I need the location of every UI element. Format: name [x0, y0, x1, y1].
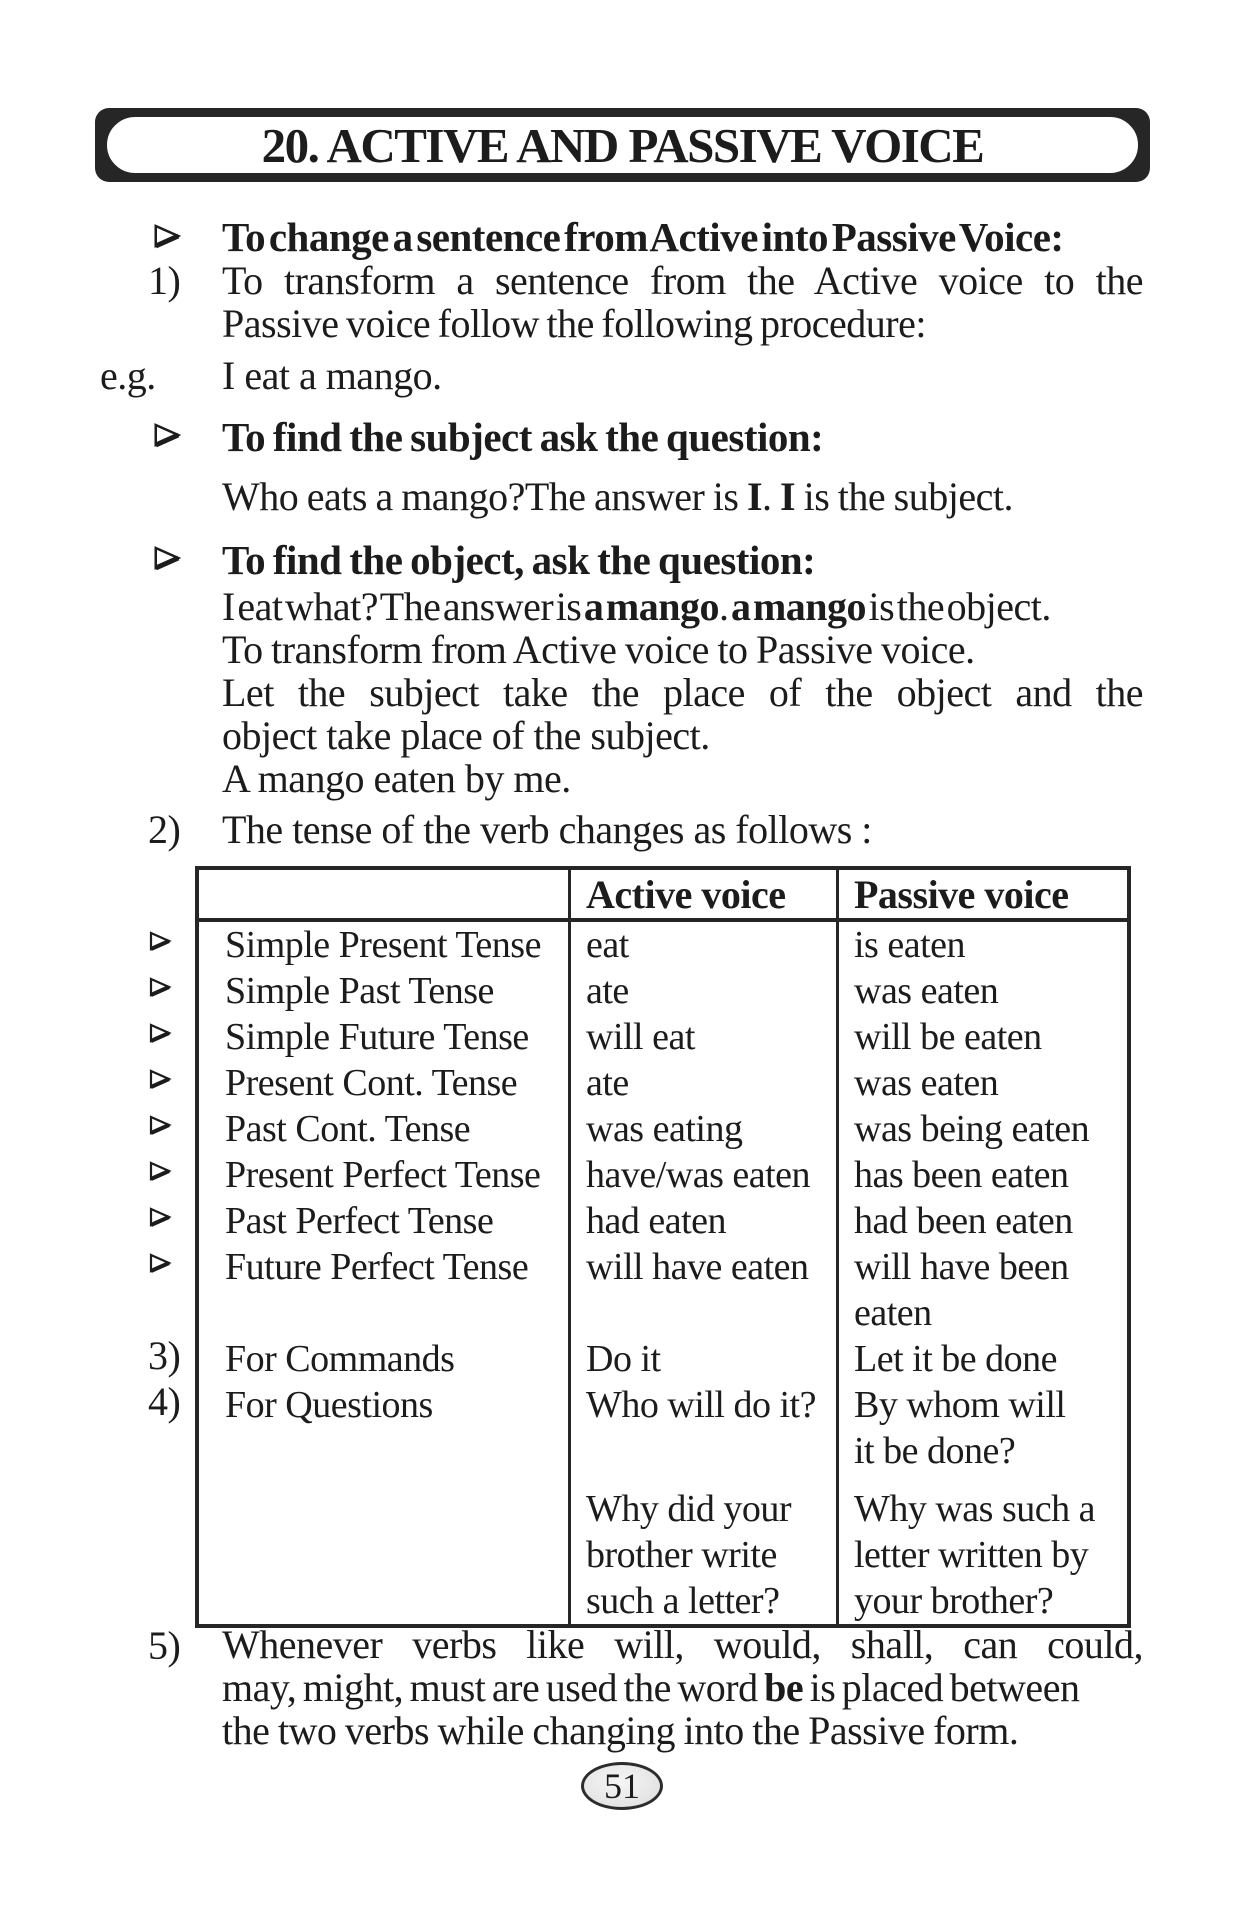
table-cell: Let it be done	[854, 1338, 1057, 1380]
object-line2: To transform from Active voice to Passive voice.	[222, 627, 975, 672]
table-cell: ate	[586, 1062, 629, 1104]
table-cell: Who will do it?	[586, 1384, 816, 1426]
item1-line1: To transform a sentence from the Active voice to the	[222, 258, 1143, 303]
table-cell: it be done?	[854, 1430, 1016, 1472]
table-cell: For Questions	[225, 1384, 433, 1426]
table-cell	[199, 1290, 568, 1336]
table-header-active: Active voice	[568, 870, 836, 918]
table-cell: letter written by	[854, 1534, 1089, 1576]
subject-line-post: is the subject.	[795, 474, 1013, 519]
table-cell: Simple Past Tense	[225, 970, 494, 1012]
table-cell: will have eaten	[586, 1246, 809, 1288]
chapter-banner-inner	[104, 114, 1141, 176]
arrow-bullet-icon	[148, 964, 194, 1010]
object-line1-post: is the object.	[866, 584, 1051, 629]
table-cell: brother write	[586, 1534, 777, 1576]
tense-table	[195, 866, 1131, 1628]
table-cell: ate	[586, 970, 629, 1012]
table-body	[199, 922, 1127, 1624]
table-header-row	[199, 870, 1127, 922]
arrow-bullet-icon	[152, 221, 182, 251]
chapter-banner	[95, 108, 1150, 182]
table-cell: Simple Future Tense	[225, 1016, 529, 1058]
table-cell: Present Perfect Tense	[225, 1154, 541, 1196]
page-number: 51	[604, 1766, 640, 1806]
table-cell: Why was such a	[854, 1488, 1095, 1530]
table-cell: was eaten	[854, 970, 999, 1012]
arrow-bullet-icon	[148, 1102, 194, 1148]
table-cell: Present Cont. Tense	[225, 1062, 518, 1104]
table-column-active	[568, 922, 836, 1624]
marker-spacer	[148, 1286, 194, 1332]
table-cell	[199, 1532, 568, 1578]
table-cell: have/was eaten	[586, 1154, 811, 1196]
item5-text	[222, 1623, 1143, 1752]
arrow-bullet-icon	[152, 420, 182, 450]
heading-find-subject: To find the subject ask the question:	[222, 414, 824, 460]
table-cell: your brother?	[854, 1580, 1054, 1622]
page-title: 20. ACTIVE AND PASSIVE VOICE	[261, 117, 984, 173]
table-cell: has been eaten	[854, 1154, 1069, 1196]
page-number-badge	[581, 1762, 663, 1810]
table-spacer	[839, 1474, 1127, 1486]
table-cell: Why did your	[586, 1488, 792, 1530]
table-header-label	[199, 870, 568, 918]
object-line1-mid: .	[718, 584, 731, 629]
arrow-bullet-icon	[152, 543, 182, 573]
example-text: I eat a mango.	[222, 353, 442, 398]
item5-line1: Whenever verbs like will, would, shall, can could,	[222, 1622, 1143, 1667]
arrow-bullet-icon	[148, 1056, 194, 1102]
table-cell: will be eaten	[854, 1016, 1042, 1058]
table-column-passive	[836, 922, 1127, 1624]
object-line1	[222, 585, 1143, 628]
table-spacer	[571, 1474, 836, 1486]
list-marker-1: 1)	[148, 258, 181, 303]
table-cell: For Commands	[225, 1338, 455, 1380]
list-marker-5: 5)	[148, 1623, 181, 1668]
table-column-label	[199, 922, 568, 1624]
table-cell: was being eaten	[854, 1108, 1090, 1150]
object-line1-pre: I eat what? The answer is	[222, 584, 584, 629]
table-cell	[199, 1578, 568, 1624]
table-cell: had eaten	[586, 1200, 727, 1242]
object-block	[222, 585, 1143, 800]
item5-line3: the two verbs while changing into the Passive form.	[222, 1708, 1019, 1753]
table-cell: Do it	[586, 1338, 661, 1380]
table-cell: eat	[586, 924, 629, 966]
table-cell: was eating	[586, 1108, 743, 1150]
heading-change-sentence: To change a sentence from Active into Passive Voice:	[222, 214, 1064, 260]
item1-text	[222, 259, 1143, 345]
arrow-bullet-icon	[148, 1148, 194, 1194]
table-cell: will eat	[586, 1016, 695, 1058]
object-line1-bold: a mango	[583, 584, 719, 629]
object-line4: object take place of the subject.	[222, 713, 710, 758]
item2-text: The tense of the verb changes as follows :	[222, 807, 872, 852]
example-marker: e.g.	[100, 353, 156, 398]
table-cell: Past Cont. Tense	[225, 1108, 471, 1150]
table-cell: will have been	[854, 1246, 1069, 1288]
table-cell: is eaten	[854, 924, 966, 966]
table-cell: Future Perfect Tense	[225, 1246, 529, 1288]
table-spacer	[199, 1474, 568, 1486]
table-cell: Simple Present Tense	[225, 924, 541, 966]
table-header-passive: Passive voice	[836, 870, 1127, 918]
table-cell: Past Perfect Tense	[225, 1200, 494, 1242]
object-line5: A mango eaten by me.	[222, 756, 571, 801]
list-marker-4: 4)	[148, 1378, 181, 1424]
item5-line2	[222, 1666, 1143, 1709]
object-line1-bold: a mango	[730, 584, 867, 629]
object-line3: Let the subject take the place of the object and the	[222, 670, 1143, 715]
table-cell	[571, 1428, 836, 1474]
arrow-bullet-icon	[148, 1194, 194, 1240]
heading-find-object: To find the object, ask the question:	[222, 537, 816, 583]
arrow-bullet-icon	[148, 918, 194, 964]
subject-line-mid: .	[762, 474, 781, 519]
table-row-markers	[148, 918, 194, 1424]
table-cell: eaten	[854, 1292, 932, 1334]
list-marker-2: 2)	[148, 807, 181, 852]
table-cell: had been eaten	[854, 1200, 1073, 1242]
table-cell	[199, 1486, 568, 1532]
arrow-bullet-icon	[148, 1010, 194, 1056]
item1-line2: Passive voice follow the following procedure:	[222, 301, 926, 346]
table-cell	[571, 1290, 836, 1336]
arrow-bullet-icon	[148, 1240, 194, 1286]
table-cell	[199, 1428, 568, 1474]
subject-line-bold: I	[780, 474, 796, 519]
subject-answer-line	[222, 475, 1143, 518]
item5-line2-post: is placed between	[803, 1665, 1080, 1710]
list-marker-3: 3)	[148, 1332, 181, 1378]
table-cell: was eaten	[854, 1062, 999, 1104]
subject-line-bold: I	[746, 474, 763, 519]
table-cell: such a letter?	[586, 1580, 780, 1622]
subject-line-pre: Who eats a mango?The answer is	[222, 474, 747, 519]
item5-line2-pre: may, might, must are used the word	[222, 1665, 765, 1710]
item5-line2-bold: be	[764, 1665, 804, 1710]
table-cell: By whom will	[854, 1384, 1066, 1426]
